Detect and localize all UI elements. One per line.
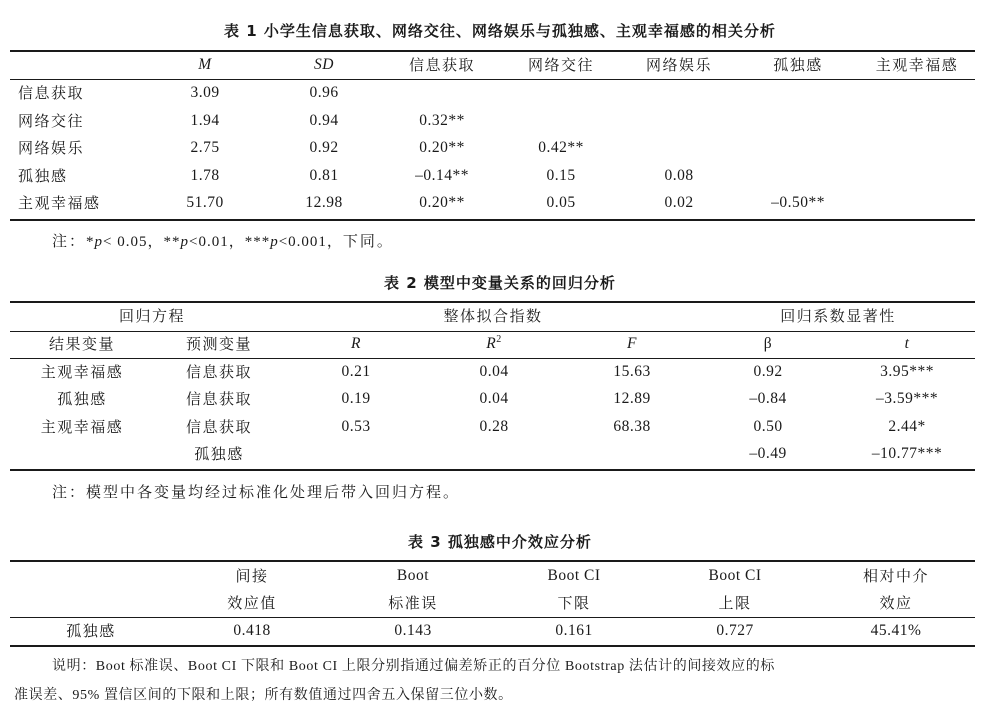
header-f: F xyxy=(627,335,637,352)
table1-header-info: 信息获取 xyxy=(408,56,476,74)
table-cell: 信息获取 xyxy=(185,390,253,408)
table1-header-entertain: 网络娱乐 xyxy=(645,56,713,74)
table-cell: 0.143 xyxy=(394,622,432,639)
table-cell: –10.77*** xyxy=(871,445,943,462)
table-cell: 0.04 xyxy=(479,390,509,407)
table1-mid-rule xyxy=(10,79,975,80)
group-header-coef: 回归系数显著性 xyxy=(780,307,896,325)
header-outcome: 结果变量 xyxy=(48,335,116,353)
header-beta: β xyxy=(763,335,773,352)
table-cell: 3.95*** xyxy=(880,363,934,380)
table2-bottom-rule xyxy=(10,469,975,471)
header-predictor: 预测变量 xyxy=(185,335,253,353)
header-boot-ci-upper-2: 上限 xyxy=(718,594,752,612)
header-r-squared: $R^2$ xyxy=(486,333,502,352)
table-cell: –0.50** xyxy=(771,194,825,211)
table-cell: 0.53 xyxy=(341,418,371,435)
table-cell: 0.05 xyxy=(546,194,576,211)
table-cell: 2.75 xyxy=(190,139,220,156)
table-cell: 孤独感 xyxy=(57,390,107,408)
header-boot: Boot xyxy=(396,567,430,584)
table-cell: 0.92 xyxy=(309,139,339,156)
table2-mid-rule xyxy=(10,358,975,359)
table-cell: 15.63 xyxy=(613,363,651,380)
table-cell: 孤独感 xyxy=(194,445,244,463)
table2-top-rule xyxy=(10,301,975,303)
table-cell: 0.92 xyxy=(753,363,783,380)
table-cell: 2.44* xyxy=(888,418,926,435)
table-cell: 0.20** xyxy=(419,194,465,211)
table3-caption: 表 3 孤独感中介效应分析 xyxy=(408,533,592,551)
table-cell: 0.161 xyxy=(555,622,593,639)
row-label: 网络交往 xyxy=(18,112,85,130)
table-cell: –0.14** xyxy=(415,167,469,184)
table-cell: 主观幸福感 xyxy=(40,418,124,436)
header-boot-ci-lower-2: 下限 xyxy=(557,594,591,612)
table-cell: 3.09 xyxy=(190,84,220,101)
table3-note-line2: 准误差、95% 置信区间的下限和上限；所有数值通过四舍五入保留三位小数。 xyxy=(14,688,513,703)
header-t: t xyxy=(904,335,910,352)
row-label: 孤独感 xyxy=(18,167,68,185)
table-cell: 0.21 xyxy=(341,363,371,380)
table3-top-rule xyxy=(10,560,975,562)
table-cell: 0.04 xyxy=(479,363,509,380)
table-cell: 0.08 xyxy=(664,167,694,184)
table1-header-sd: SD xyxy=(314,56,334,73)
table-cell: 0.20** xyxy=(419,139,465,156)
table-cell: 0.81 xyxy=(309,167,339,184)
table-cell: 45.41% xyxy=(870,622,922,639)
table3-note-line1: 说明：Boot 标准误、Boot CI 下限和 Boot CI 上限分别指通过偏差矫正的百分位 Bootstrap 法估计的间接效应的标 xyxy=(52,659,775,674)
header-boot-2: 标准误 xyxy=(388,594,438,612)
table2-subheader-rule xyxy=(10,331,975,332)
table1-bottom-rule xyxy=(10,219,975,221)
table-cell: 0.32** xyxy=(419,112,465,129)
row-label: 网络娱乐 xyxy=(18,139,85,157)
table-cell: 0.727 xyxy=(716,622,754,639)
table-cell: 0.28 xyxy=(479,418,509,435)
header-boot-ci-lower: Boot CI xyxy=(547,567,601,584)
table-cell: –0.84 xyxy=(749,390,787,407)
table-cell: 0.418 xyxy=(233,622,271,639)
group-header-equation: 回归方程 xyxy=(118,307,186,325)
table-cell: 信息获取 xyxy=(185,363,253,381)
header-indirect: 间接 xyxy=(235,567,269,585)
table-cell: –3.59*** xyxy=(875,390,939,407)
header-boot-ci-upper: Boot CI xyxy=(708,567,762,584)
table-cell: 1.94 xyxy=(190,112,220,129)
table-cell: 0.94 xyxy=(309,112,339,129)
table-cell: 0.02 xyxy=(664,194,694,211)
table-cell: 12.98 xyxy=(305,194,343,211)
table1-caption: 表 1 小学生信息获取、网络交往、网络娱乐与孤独感、主观幸福感的相关分析 xyxy=(224,22,776,40)
table-cell: 51.70 xyxy=(186,194,224,211)
header-relative-2: 效应 xyxy=(879,594,913,612)
table1-header-m: M xyxy=(198,56,212,73)
table3-bottom-rule xyxy=(10,645,975,647)
group-header-fit: 整体拟合指数 xyxy=(443,307,543,325)
table-cell: 0.19 xyxy=(341,390,371,407)
table-cell: 68.38 xyxy=(613,418,651,435)
table-cell: 1.78 xyxy=(190,167,220,184)
table-cell: 主观幸福感 xyxy=(40,363,124,381)
header-indirect-2: 效应值 xyxy=(227,594,277,612)
table-cell: 0.42** xyxy=(538,139,584,156)
table-cell: 12.89 xyxy=(613,390,651,407)
table-cell: 0.50 xyxy=(753,418,783,435)
table2-note: 注：模型中各变量均经过标准化处理后带入回归方程。 xyxy=(52,483,461,501)
table1-header-social: 网络交往 xyxy=(527,56,595,74)
table1-note: 注：*p< 0.05，**p<0.01，***p<0.001，下同。 xyxy=(52,232,394,250)
table-cell: 孤独感 xyxy=(66,622,116,640)
row-label: 信息获取 xyxy=(18,84,85,102)
table1-top-rule xyxy=(10,50,975,52)
table-cell: 0.15 xyxy=(546,167,576,184)
table1-header-wellbeing: 主观幸福感 xyxy=(875,56,959,74)
table2-caption: 表 2 模型中变量关系的回归分析 xyxy=(384,274,616,292)
row-label: 主观幸福感 xyxy=(18,194,101,212)
table3-mid-rule xyxy=(10,617,975,618)
header-relative: 相对中介 xyxy=(862,567,930,585)
table-cell: –0.49 xyxy=(749,445,787,462)
table-cell: 信息获取 xyxy=(185,418,253,436)
table1-header-lonely: 孤独感 xyxy=(773,56,823,74)
header-r: R xyxy=(351,335,361,352)
table-cell: 0.96 xyxy=(309,84,339,101)
